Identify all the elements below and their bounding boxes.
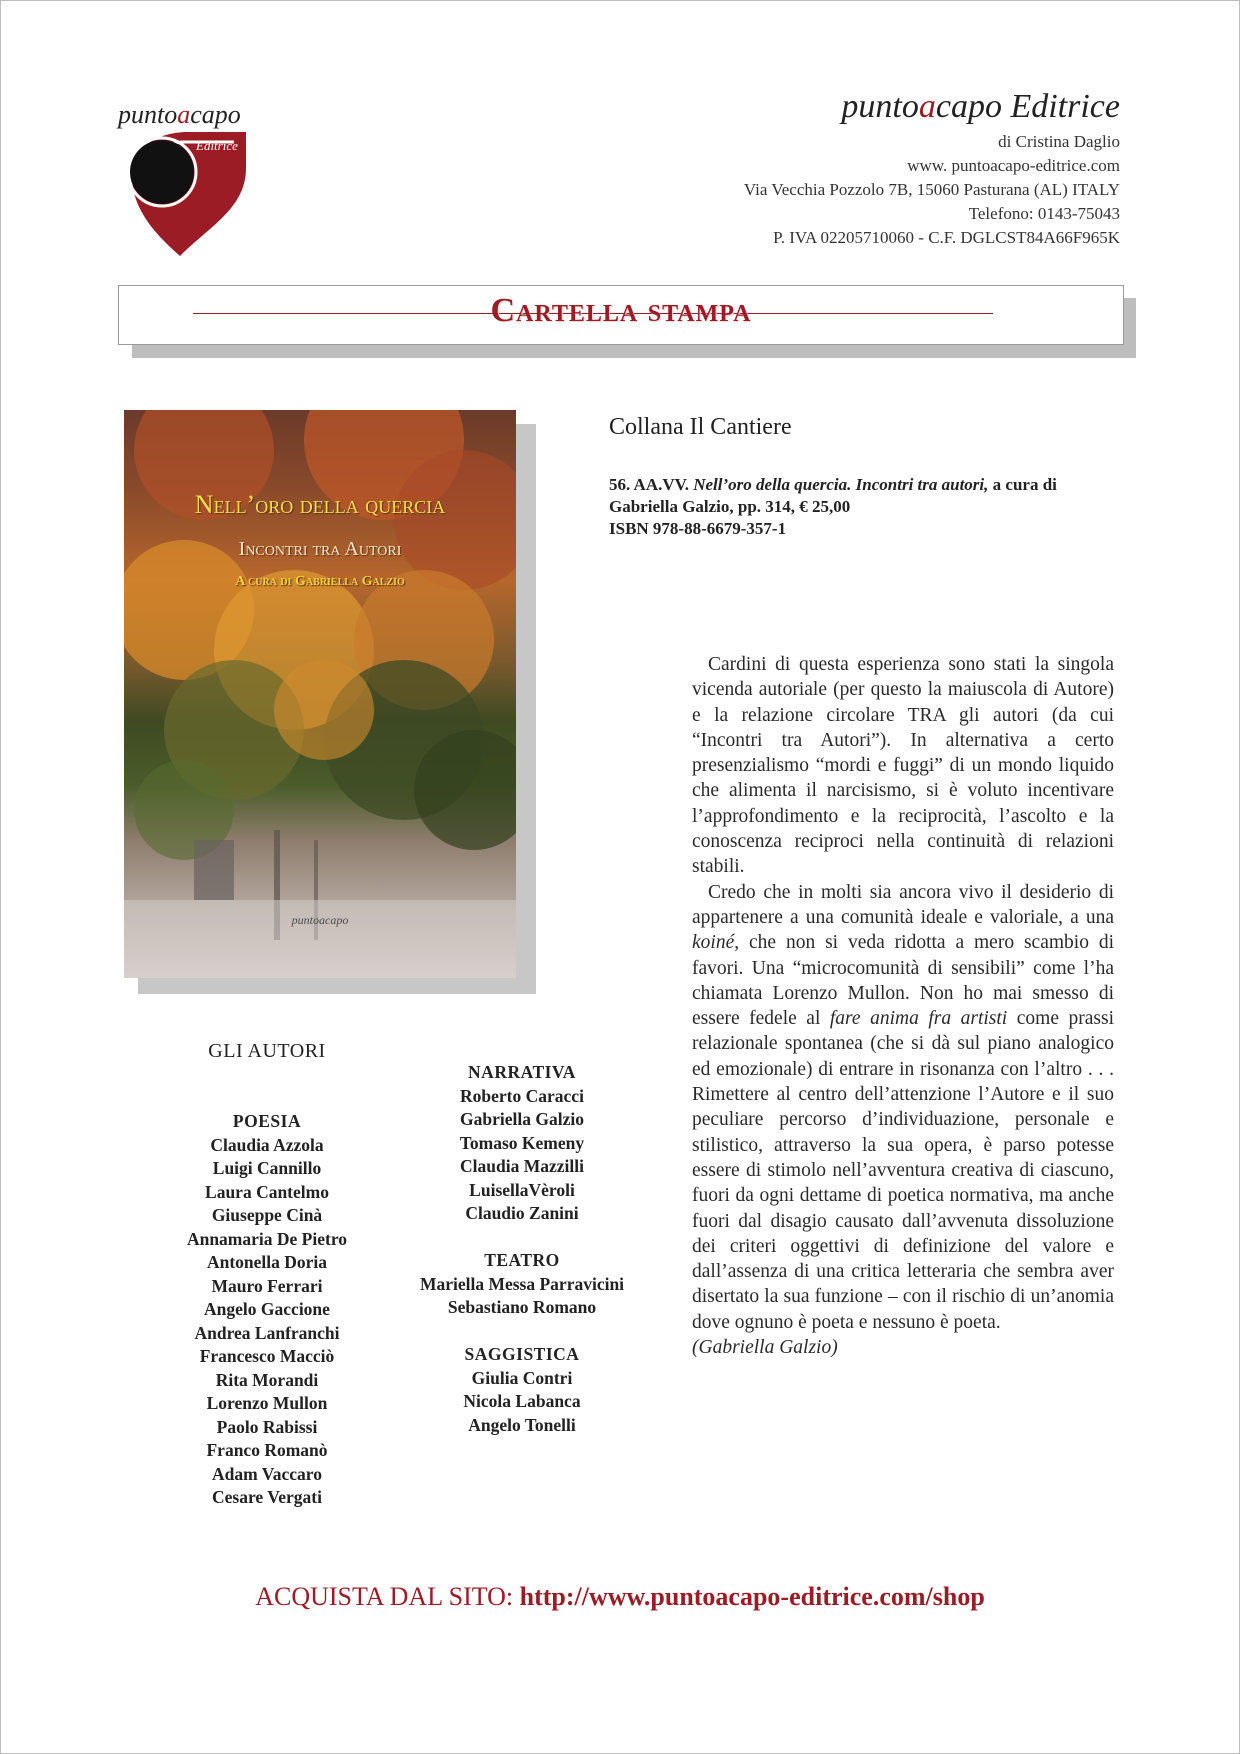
author-name: Claudio Zanini	[465, 1203, 579, 1223]
author-name: Sebastiano Romano	[447, 1297, 597, 1317]
book-isbn: ISBN 978-88-6679-357-1	[609, 519, 787, 538]
cover-subtitle: Incontri tra Autori	[238, 538, 402, 560]
author-name: Rita Morandi	[215, 1369, 319, 1390]
logo-mark-icon	[122, 126, 252, 260]
brand-part1: punto	[841, 88, 919, 125]
book-details	[609, 474, 1123, 540]
author-name: Roberto Caracci	[460, 1085, 584, 1106]
cover-title: Nell’oro della quercia	[194, 490, 446, 519]
author-name: Adam Vaccaro	[211, 1463, 323, 1484]
section-label-narrativa: NARRATIVA	[468, 1062, 576, 1082]
author-name: Francesco Macciò	[199, 1346, 335, 1366]
author-name: Antonella Doria	[206, 1252, 328, 1272]
publisher-header	[744, 88, 1120, 250]
section-label-saggistica: SAGGISTICA	[464, 1344, 580, 1364]
author-name: Mariella Messa Parravicini	[419, 1273, 625, 1294]
paragraph-1: Cardini di questa esperienza sono stati la singola vicenda autoriale (per questo la maiuscola di Autore) e la relazione circolare TRA gli autori (da cui “Incontri tra Autori”). In alternativa a certo presenzialismo “mordi e fuggi” di un mondo liquido che alimenta il narcisismo, si è voluto incentivare l’approfondimento e la reciprocità, l’ascolto e la conoscenza reciproci nella continuità di relazioni stabili.	[692, 654, 1114, 878]
paragraph-2-part-a: Credo che in molti sia ancora vivo il desiderio di appartenere a una comunità ideale e valoriale, a una	[692, 881, 1114, 928]
paragraph-2-part-c: come prassi relazionale spontanea (che si dà sul piano analogico ed emozionale) di entrare in risonanza con l’altro . . . Rimettere al centro dell’attenzione l’Autore e il suo peculiare percorso d’individuazione, personale e stilistico, attraverso la sua opera, è parso potesse essere di stimolo nell’avventura creativa di ciascuno, fuori da ogni dettame di poetica normativa, ma anche fuori dal disagio causato dall’avvenuta dissoluzione dei criteri oggettivi di definizione del valore e dall’assenza di una critica letteraria che sembra aver disertato la sua funzione – con il rischio di un’anomia dove ognuno è poeta e nessuno è poeta.	[692, 1008, 1114, 1333]
author-name: Cesare Vergati	[212, 1487, 322, 1507]
author-name: Mauro Ferrari	[211, 1275, 323, 1296]
book-meta: a cura di Gabriella Galzio, pp. 314, € 25,00	[609, 475, 1057, 516]
book-number: 56. AA.VV.	[609, 475, 689, 494]
press-kit-banner	[118, 285, 1124, 345]
author-name: Claudia Mazzilli	[460, 1156, 584, 1176]
section-gap	[390, 1226, 654, 1250]
series-name: Collana Il Cantiere	[609, 414, 792, 440]
author-name: Claudia Azzola	[210, 1134, 324, 1155]
section-label-teatro: TEATRO	[484, 1250, 560, 1270]
authors-other-column	[390, 1061, 654, 1437]
owner-line: di Cristina Daglio	[998, 132, 1120, 151]
author-name: Giuseppe Cinà	[211, 1205, 323, 1225]
author-name: LuisellaVèroli	[469, 1179, 575, 1200]
brand-part3: capo Editrice	[935, 88, 1120, 125]
authors-poetry-column	[140, 1110, 394, 1510]
tax-id-line: P. IVA 02205710060 - C.F. DGLCST84A66F965K	[773, 228, 1120, 247]
author-name: Paolo Rabissi	[216, 1416, 318, 1437]
shop-link[interactable]: http://www.puntoacapo-editrice.com/shop	[519, 1582, 985, 1611]
book-title: Nell’oro della quercia. Incontri tra autori,	[693, 475, 989, 494]
author-name: Nicola Labanca	[463, 1391, 581, 1411]
author-name: Tomaso Kemeny	[459, 1132, 585, 1153]
purchase-label: ACQUISTA DAL SITO:	[255, 1582, 514, 1611]
phone-line: Telefono: 0143-75043	[968, 204, 1120, 223]
author-name: Laura Cantelmo	[205, 1181, 329, 1202]
brand-name	[744, 88, 1120, 126]
author-name: Angelo Gaccione	[204, 1299, 330, 1319]
author-name: Andrea Lanfranchi	[194, 1322, 340, 1343]
cover-editor: A cura di Gabriella Galzio	[235, 574, 405, 589]
cover-publisher: puntoacapo	[291, 913, 349, 927]
signature: (Gabriella Galzio)	[692, 1337, 838, 1359]
section-label-poesia: POESIA	[232, 1111, 302, 1131]
author-name: Lorenzo Mullon	[206, 1393, 328, 1413]
purchase-footer	[0, 1582, 1240, 1612]
brand-accent: a	[918, 88, 936, 125]
author-name: Annamaria De Pietro	[186, 1228, 348, 1249]
author-name: Franco Romanò	[206, 1440, 328, 1460]
author-name: Gabriella Galzio	[460, 1109, 584, 1129]
publisher-logo	[118, 100, 258, 260]
banner-title: Cartella stampa	[490, 292, 752, 329]
paragraph-2-part-b: , che non si veda ridotta a mero scambio di favori. Una “microcomunità di sensibili” come l’ha chiamata Lorenzo Mullon. Non ho mai smesso di essere fedele al	[692, 932, 1114, 1030]
paragraph-2-fare-anima: fare anima fra artisti	[829, 1008, 1008, 1030]
authors-heading: GLI AUTORI	[208, 1040, 326, 1062]
author-name: Luigi Cannillo	[212, 1158, 322, 1178]
website-line: www. puntoacapo-editrice.com	[907, 156, 1120, 175]
logo-word-part1: punto	[118, 100, 178, 129]
logo-word-part3: capo	[190, 100, 241, 129]
address-line: Via Vecchia Pozzolo 7B, 15060 Pasturana (AL) ITALY	[743, 180, 1120, 199]
section-gap	[390, 1320, 654, 1344]
paragraph-2-koine: koiné	[692, 932, 735, 954]
book-cover	[124, 410, 516, 978]
logo-tag: Editrice	[196, 138, 238, 153]
logo-word-accent: a	[177, 100, 191, 129]
presentation-text	[692, 652, 1114, 1360]
author-name: Angelo Tonelli	[468, 1414, 576, 1435]
author-name: Giulia Contri	[471, 1367, 573, 1388]
paragraph-2	[692, 880, 1114, 1361]
